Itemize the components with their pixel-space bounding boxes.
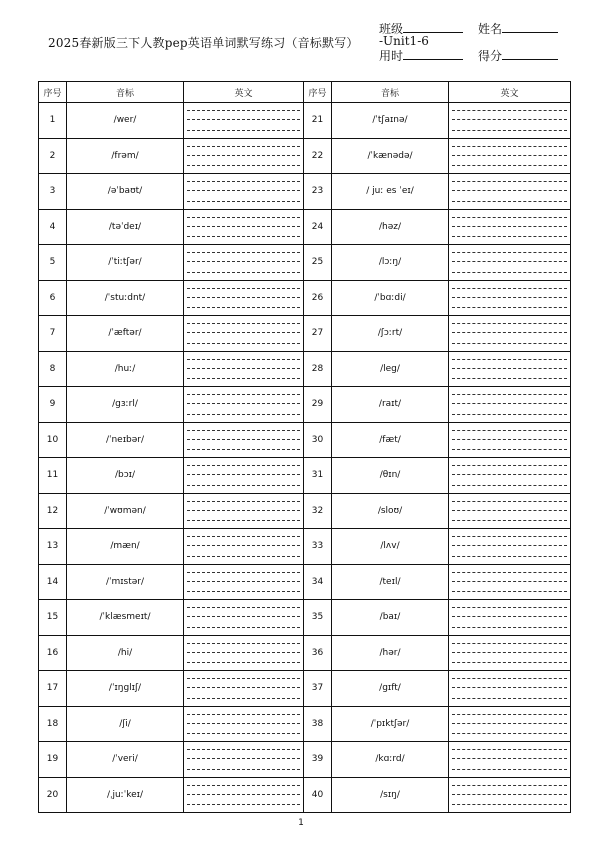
answer-cell[interactable] [184, 280, 304, 316]
phonetic-cell: /leg/ [332, 351, 449, 387]
item-number: 9 [39, 387, 67, 423]
table-row [39, 564, 571, 600]
answer-cell[interactable] [184, 387, 304, 423]
writing-lines [452, 359, 567, 380]
time-blank[interactable] [403, 48, 463, 60]
answer-cell[interactable] [184, 493, 304, 529]
answer-cell[interactable] [184, 138, 304, 174]
answer-cell[interactable] [184, 671, 304, 707]
phonetic-cell: /ˈwʊmən/ [67, 493, 184, 529]
writing-lines [452, 217, 567, 238]
answer-cell[interactable] [184, 351, 304, 387]
writing-lines [452, 110, 567, 131]
item-number: 26 [304, 280, 332, 316]
name-field [478, 20, 558, 37]
writing-lines [452, 536, 567, 557]
phonetic-cell: /ˈklæsmeɪt/ [67, 600, 184, 636]
phonetic-cell: /ˈstuːdnt/ [67, 280, 184, 316]
item-number: 2 [39, 138, 67, 174]
writing-lines [452, 323, 567, 344]
class-field [379, 20, 463, 37]
answer-cell[interactable] [449, 635, 571, 671]
answer-cell[interactable] [449, 245, 571, 281]
item-number: 6 [39, 280, 67, 316]
answer-cell[interactable] [449, 706, 571, 742]
phonetic-cell: /sɪŋ/ [332, 777, 449, 813]
writing-lines [452, 146, 567, 167]
answer-cell[interactable] [449, 387, 571, 423]
page-number: 1 [298, 818, 304, 828]
item-number: 17 [39, 671, 67, 707]
phonetic-cell: /lʌv/ [332, 529, 449, 565]
item-number: 4 [39, 209, 67, 245]
score-blank[interactable] [502, 48, 558, 60]
phonetic-cell: /hi/ [67, 635, 184, 671]
writing-lines [452, 714, 567, 735]
item-number: 31 [304, 458, 332, 494]
item-number: 23 [304, 174, 332, 210]
item-number: 33 [304, 529, 332, 565]
phonetic-cell: /təˈdeɪ/ [67, 209, 184, 245]
item-number: 11 [39, 458, 67, 494]
answer-cell[interactable] [449, 422, 571, 458]
answer-cell[interactable] [184, 103, 304, 139]
col-header-english: 英文 [449, 82, 571, 103]
writing-lines [187, 252, 300, 273]
phonetic-cell: /gɪft/ [332, 671, 449, 707]
answer-cell[interactable] [449, 564, 571, 600]
table-row [39, 742, 571, 778]
phonetic-cell: /ˈmɪstər/ [67, 564, 184, 600]
answer-cell[interactable] [184, 529, 304, 565]
phonetic-cell: /sloʊ/ [332, 493, 449, 529]
phonetic-cell: /ʃɔːrt/ [332, 316, 449, 352]
table-row [39, 422, 571, 458]
item-number: 15 [39, 600, 67, 636]
table-row [39, 706, 571, 742]
writing-lines [452, 181, 567, 202]
item-number: 30 [304, 422, 332, 458]
writing-lines [452, 465, 567, 486]
answer-cell[interactable] [184, 458, 304, 494]
phonetic-cell: /kɑːrd/ [332, 742, 449, 778]
col-header-phonetic: 音标 [67, 82, 184, 103]
answer-cell[interactable] [449, 138, 571, 174]
answer-cell[interactable] [449, 777, 571, 813]
item-number: 39 [304, 742, 332, 778]
answer-cell[interactable] [449, 209, 571, 245]
phonetic-cell: /ʃi/ [67, 706, 184, 742]
answer-cell[interactable] [449, 529, 571, 565]
answer-cell[interactable] [184, 316, 304, 352]
phonetic-cell: / juː es ˈeɪ/ [332, 174, 449, 210]
phonetic-cell: /gɜːrl/ [67, 387, 184, 423]
phonetic-cell: /baɪ/ [332, 600, 449, 636]
phonetic-cell: /hər/ [332, 635, 449, 671]
score-label: 得分 [478, 49, 503, 63]
item-number: 28 [304, 351, 332, 387]
phonetic-cell: /ˈbɑːdi/ [332, 280, 449, 316]
worksheet-unit-range: -Unit1-6 [379, 34, 429, 48]
item-number: 36 [304, 635, 332, 671]
writing-lines [187, 643, 300, 664]
phonetic-cell: /frəm/ [67, 138, 184, 174]
dictation-table [38, 81, 571, 813]
item-number: 5 [39, 245, 67, 281]
answer-cell[interactable] [184, 422, 304, 458]
phonetic-cell: /θɪn/ [332, 458, 449, 494]
table-row [39, 387, 571, 423]
table-row [39, 174, 571, 210]
item-number: 18 [39, 706, 67, 742]
phonetic-cell: /wer/ [67, 103, 184, 139]
writing-lines [187, 536, 300, 557]
answer-cell[interactable] [184, 600, 304, 636]
item-number: 7 [39, 316, 67, 352]
writing-lines [187, 110, 300, 131]
item-number: 32 [304, 493, 332, 529]
writing-lines [187, 288, 300, 309]
answer-cell[interactable] [449, 280, 571, 316]
writing-lines [452, 785, 567, 806]
col-header-number: 序号 [304, 82, 332, 103]
time-label: 用时 [379, 49, 404, 63]
item-number: 12 [39, 493, 67, 529]
writing-lines [452, 678, 567, 699]
col-header-number: 序号 [39, 82, 67, 103]
writing-lines [187, 607, 300, 628]
item-number: 24 [304, 209, 332, 245]
score-field [478, 47, 558, 64]
time-field [379, 47, 463, 64]
table-row [39, 529, 571, 565]
item-number: 8 [39, 351, 67, 387]
item-number: 38 [304, 706, 332, 742]
writing-lines [452, 607, 567, 628]
class-label: 班级 [379, 22, 404, 36]
item-number: 1 [39, 103, 67, 139]
writing-lines [452, 572, 567, 593]
item-number: 40 [304, 777, 332, 813]
table-row [39, 351, 571, 387]
writing-lines [187, 465, 300, 486]
phonetic-cell: /ˈæftər/ [67, 316, 184, 352]
answer-cell[interactable] [449, 671, 571, 707]
phonetic-cell: /həz/ [332, 209, 449, 245]
phonetic-cell: /mæn/ [67, 529, 184, 565]
item-number: 34 [304, 564, 332, 600]
phonetic-cell: /teɪl/ [332, 564, 449, 600]
writing-lines [187, 359, 300, 380]
table-row [39, 245, 571, 281]
phonetic-cell: /ˈtʃaɪnə/ [332, 103, 449, 139]
writing-lines [452, 643, 567, 664]
answer-cell[interactable] [449, 742, 571, 778]
writing-lines [187, 785, 300, 806]
table-header-row [39, 82, 571, 103]
phonetic-cell: /ˈveri/ [67, 742, 184, 778]
table-row [39, 458, 571, 494]
phonetic-cell: /fæt/ [332, 422, 449, 458]
writing-lines [187, 572, 300, 593]
writing-lines [452, 394, 567, 415]
answer-cell[interactable] [184, 706, 304, 742]
phonetic-cell: /ˈpɪktʃər/ [332, 706, 449, 742]
writing-lines [187, 181, 300, 202]
writing-lines [187, 146, 300, 167]
answer-cell[interactable] [184, 245, 304, 281]
phonetic-cell: /huː/ [67, 351, 184, 387]
writing-lines [452, 288, 567, 309]
writing-lines [452, 430, 567, 451]
item-number: 10 [39, 422, 67, 458]
table-row [39, 138, 571, 174]
answer-cell[interactable] [449, 103, 571, 139]
phonetic-cell: /əˈbaʊt/ [67, 174, 184, 210]
answer-cell[interactable] [184, 635, 304, 671]
worksheet-title: 2025春新版三下人教pep英语单词默写练习（音标默写） [48, 36, 359, 50]
answer-cell[interactable] [449, 458, 571, 494]
table-row [39, 493, 571, 529]
answer-cell[interactable] [449, 351, 571, 387]
phonetic-cell: /ˈtiːtʃər/ [67, 245, 184, 281]
table-row [39, 635, 571, 671]
writing-lines [187, 217, 300, 238]
writing-lines [187, 678, 300, 699]
phonetic-cell: /ˈkænədə/ [332, 138, 449, 174]
answer-cell[interactable] [184, 209, 304, 245]
col-header-phonetic: 音标 [332, 82, 449, 103]
table-row [39, 777, 571, 813]
answer-cell[interactable] [449, 174, 571, 210]
name-blank[interactable] [502, 21, 558, 33]
item-number: 19 [39, 742, 67, 778]
item-number: 16 [39, 635, 67, 671]
item-number: 20 [39, 777, 67, 813]
phonetic-cell: /raɪt/ [332, 387, 449, 423]
table-row [39, 316, 571, 352]
phonetic-cell: /lɔːŋ/ [332, 245, 449, 281]
item-number: 35 [304, 600, 332, 636]
item-number: 14 [39, 564, 67, 600]
writing-lines [187, 430, 300, 451]
writing-lines [187, 749, 300, 770]
item-number: 29 [304, 387, 332, 423]
item-number: 22 [304, 138, 332, 174]
table-row [39, 209, 571, 245]
writing-lines [452, 501, 567, 522]
phonetic-cell: /bɔɪ/ [67, 458, 184, 494]
answer-cell[interactable] [184, 742, 304, 778]
writing-lines [187, 501, 300, 522]
answer-cell[interactable] [184, 777, 304, 813]
col-header-english: 英文 [184, 82, 304, 103]
item-number: 3 [39, 174, 67, 210]
answer-cell[interactable] [184, 174, 304, 210]
item-number: 13 [39, 529, 67, 565]
table-row [39, 600, 571, 636]
answer-cell[interactable] [449, 493, 571, 529]
answer-cell[interactable] [449, 600, 571, 636]
writing-lines [187, 714, 300, 735]
answer-cell[interactable] [449, 316, 571, 352]
item-number: 21 [304, 103, 332, 139]
item-number: 37 [304, 671, 332, 707]
item-number: 27 [304, 316, 332, 352]
phonetic-cell: /ˌjuːˈkeɪ/ [67, 777, 184, 813]
writing-lines [452, 749, 567, 770]
table-row [39, 280, 571, 316]
phonetic-cell: /ˈneɪbər/ [67, 422, 184, 458]
table-row [39, 103, 571, 139]
table-row [39, 671, 571, 707]
name-label: 姓名 [478, 22, 503, 36]
phonetic-cell: /ˈɪŋglɪʃ/ [67, 671, 184, 707]
class-blank[interactable] [403, 21, 463, 33]
item-number: 25 [304, 245, 332, 281]
answer-cell[interactable] [184, 564, 304, 600]
writing-lines [187, 394, 300, 415]
writing-lines [187, 323, 300, 344]
writing-lines [452, 252, 567, 273]
